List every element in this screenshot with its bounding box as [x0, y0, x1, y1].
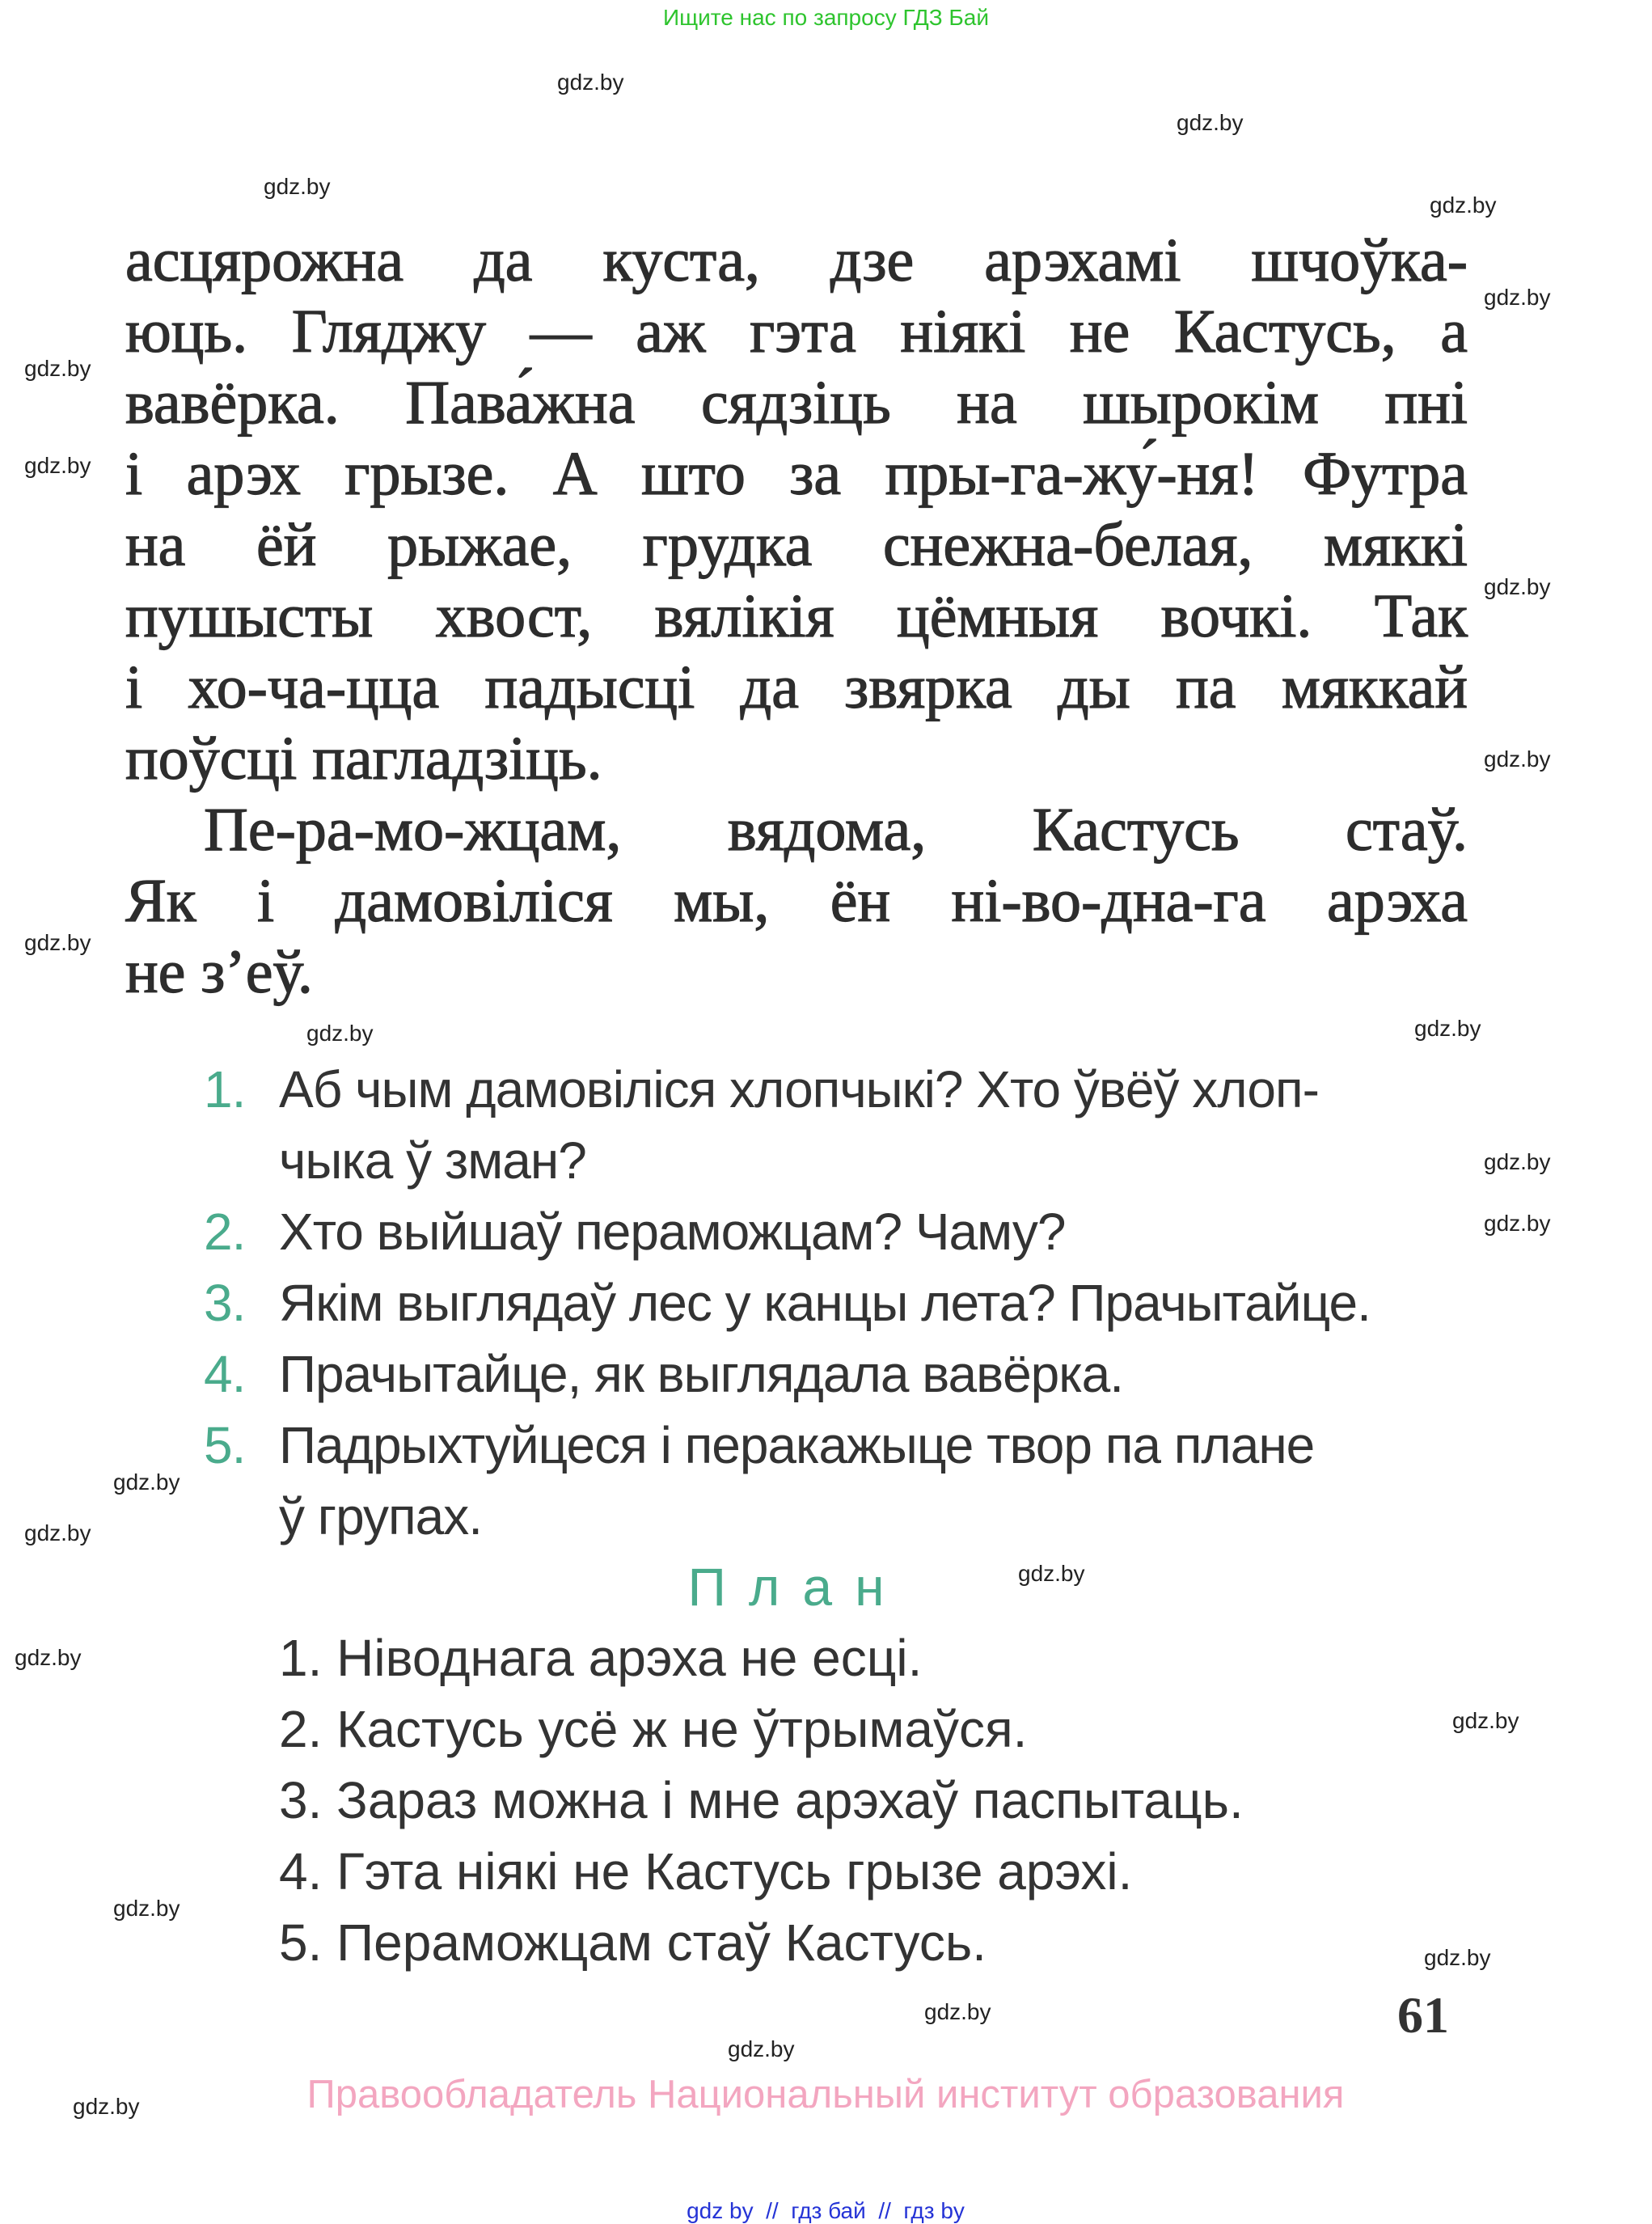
story-text — [125, 225, 1468, 1008]
watermark: gdz.by — [1484, 1149, 1551, 1174]
question-number: 1. — [204, 1060, 246, 1118]
text-line: не з’еў. — [125, 938, 313, 1006]
watermark: gdz.by — [1424, 1945, 1491, 1970]
question-number: 4. — [204, 1345, 246, 1403]
search-hint-header: Ищите нас по запросу ГДЗ Бай — [662, 5, 990, 30]
question-item — [204, 1338, 1469, 1410]
plan-list — [279, 1622, 1244, 1978]
question-text: Хто выйшаў пераможцам? Чаму? — [279, 1203, 1066, 1261]
watermark: gdz.by — [264, 174, 331, 199]
text-line: асцярожна да куста, дзе арэхамі шчоўка- — [125, 226, 1468, 294]
question-text: Падрыхтуйцеся і перакажыце твор па плане — [279, 1416, 1315, 1474]
watermark: gdz.by — [24, 1520, 91, 1545]
text-line: вавёрка. Пава́жна сядзіць на шырокім пні — [125, 369, 1468, 437]
plan-item: 3. Зараз можна і мне арэхаў паспытаць. — [279, 1771, 1244, 1829]
questions-list — [204, 1054, 1469, 1552]
question-item — [204, 1054, 1469, 1196]
watermark: gdz.by — [557, 70, 624, 95]
text-line: Пе-ра-мо-жцам, вядома, Кастусь стаў. — [204, 796, 1468, 864]
plan-item: 4. Гэта ніякі не Кастусь грызе арэхі. — [279, 1842, 1133, 1901]
watermark: gdz.by — [1484, 1211, 1551, 1236]
text-line: і хо-ча-цца падысці да звярка ды па мяккай — [125, 653, 1468, 721]
question-number: 2. — [204, 1203, 246, 1261]
question-item — [204, 1410, 1469, 1552]
watermark: gdz.by — [1452, 1708, 1519, 1733]
watermark: gdz.by — [1484, 574, 1551, 599]
text-line: Як і дамовіліся мы, ён ні-во-дна-га арэха — [125, 867, 1468, 935]
plan-item: 2. Кастусь усё ж не ўтрымаўся. — [279, 1700, 1028, 1758]
text-line: пушысты хвост, вялікія цёмныя вочкі. Так — [125, 582, 1468, 650]
question-text: Якім выглядаў лес у канцы лета? Прачытайце. — [279, 1274, 1371, 1332]
question-text: Прачытайце, як выглядала вавёрка. — [279, 1345, 1124, 1403]
text-line: юць. Гляджу — аж гэта ніякі не Кастусь, а — [125, 298, 1468, 366]
question-text: чыка ў зман? — [279, 1131, 586, 1190]
plan-item: 5. Пераможцам стаў Кастусь. — [279, 1913, 987, 1972]
question-number: 5. — [204, 1416, 246, 1474]
copyright-notice: Правообладатель Национальный институт образования — [306, 2073, 1345, 2116]
watermark: gdz.by — [1484, 746, 1551, 772]
watermark: gdz.by — [1018, 1561, 1085, 1586]
text-line: поўсці пагладзіць. — [125, 725, 602, 793]
question-text: Аб чым дамовіліся хлопчыкі? Хто ўвёў хлоп- — [279, 1060, 1319, 1118]
question-number: 3. — [204, 1274, 246, 1332]
footer-links[interactable]: gdz by // гдз бай // гдз by — [687, 2198, 965, 2223]
question-text: ў групах. — [279, 1487, 483, 1545]
watermark: gdz.by — [728, 2036, 795, 2061]
watermark: gdz.by — [1177, 110, 1244, 135]
watermark: gdz.by — [1484, 285, 1551, 310]
watermark: gdz.by — [1430, 192, 1497, 218]
plan-item: 1. Ніводнага арэха не есці. — [279, 1629, 923, 1687]
watermark: gdz.by — [306, 1021, 374, 1046]
watermark: gdz.by — [24, 930, 91, 955]
page-number: 61 — [1397, 1986, 1449, 2044]
watermark: gdz.by — [24, 453, 91, 478]
watermark: gdz.by — [24, 356, 91, 381]
watermark: gdz.by — [924, 1999, 991, 2024]
watermark: gdz.by — [113, 1469, 180, 1495]
watermark: gdz.by — [1414, 1016, 1481, 1041]
question-item — [204, 1267, 1469, 1338]
watermark: gdz.by — [15, 1645, 82, 1670]
text-line: і арэх грызе. А што за пры-га-жу́-ня! Футра — [125, 440, 1468, 508]
text-line: на ёй рыжае, грудка снежна-белая, мяккі — [125, 511, 1468, 579]
watermark: gdz.by — [113, 1896, 180, 1921]
question-item — [204, 1196, 1469, 1267]
watermark: gdz.by — [73, 2094, 140, 2119]
plan-heading: План — [687, 1557, 907, 1617]
